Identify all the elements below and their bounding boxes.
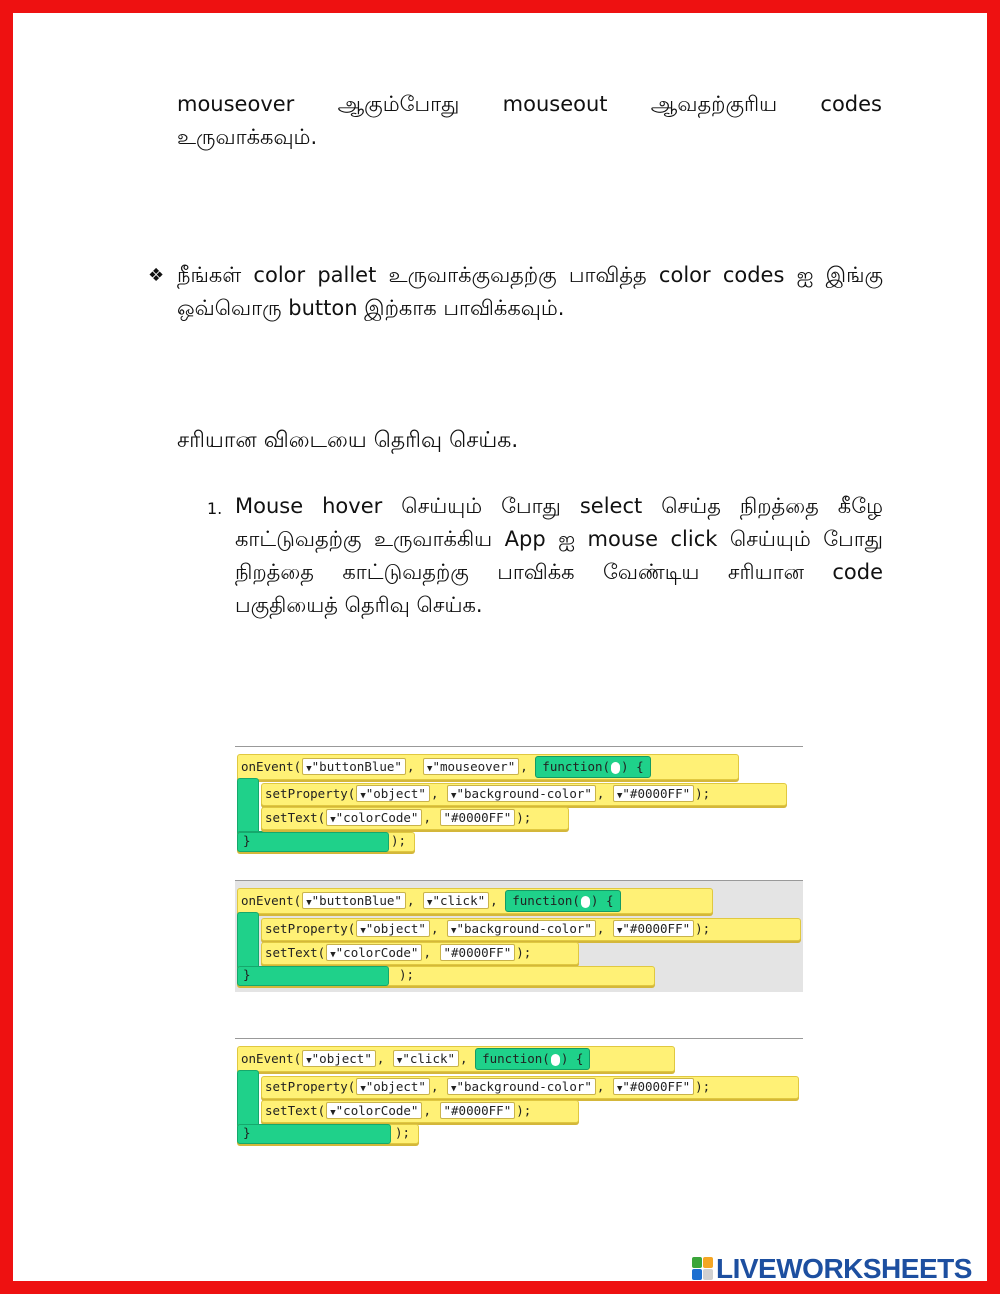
close-row: [239, 965, 427, 985]
setproperty-keyword: setProperty(: [265, 786, 356, 801]
dropdown-triangle-icon: ▼: [616, 926, 623, 936]
bullet-paragraph: [148, 259, 883, 325]
arg-value: "colorCode": [335, 1103, 419, 1118]
answer-option-3[interactable]: [235, 1038, 803, 1148]
arg-chip[interactable]: [447, 920, 596, 937]
close-brace: }: [243, 1125, 251, 1140]
function-keyword: function(: [542, 759, 611, 774]
arg-chip[interactable]: [326, 944, 422, 961]
question-1: [207, 490, 883, 622]
arg-chip[interactable]: [440, 1102, 516, 1119]
onevent-keyword: onEvent(: [241, 893, 302, 908]
dropdown-triangle-icon: ▼: [330, 950, 336, 960]
diamond-bullet-icon: ❖: [148, 265, 165, 286]
paragraph-line-1: mouseover ஆகும்போது mouseout ஆவதற்குரிய codes: [177, 92, 882, 116]
target-value: "buttonBlue": [311, 759, 402, 774]
liveworksheets-mark-icon: [692, 1257, 714, 1281]
function-keyword: function(: [482, 1051, 550, 1066]
arg-value: "object": [365, 1079, 426, 1094]
arg-chip[interactable]: [613, 785, 694, 802]
arg-chip[interactable]: [356, 920, 430, 937]
arg-value: "#0000FF": [622, 921, 691, 936]
paragraph-mouseover: [177, 88, 882, 154]
question-number: 1.: [207, 499, 223, 518]
arg-value: "#0000FF": [443, 945, 512, 960]
arg-chip[interactable]: [440, 809, 516, 826]
arg-chip[interactable]: [356, 785, 430, 802]
onevent-row: onEvent( ▼"object" , ▼"click" , function( ) {: [237, 1048, 594, 1068]
arg-value: "colorCode": [335, 810, 419, 825]
function-block: [535, 756, 650, 778]
dropdown-triangle-icon: ▼: [306, 898, 312, 908]
statement-end: );: [695, 921, 711, 936]
arg-value: "background-color": [456, 786, 592, 801]
onevent-row: onEvent( ▼"buttonBlue" , ▼"click" , function( ) {: [237, 890, 625, 910]
target-chip[interactable]: [302, 758, 406, 775]
function-block: [475, 1048, 590, 1070]
param-slot: [581, 896, 590, 908]
close-row: [239, 1123, 425, 1143]
statement-end: );: [516, 945, 532, 960]
settext-row: setText( ▼"colorCode" , "#0000FF" );: [265, 945, 532, 960]
onevent-keyword: onEvent(: [241, 1051, 302, 1066]
function-end: ) {: [590, 893, 614, 908]
arg-value: "#0000FF": [622, 1079, 691, 1094]
function-end: ) {: [560, 1051, 584, 1066]
arg-chip[interactable]: [356, 1078, 430, 1095]
arg-value: "colorCode": [335, 945, 419, 960]
image-edge: [235, 880, 803, 881]
paragraph-line-2: உருவாக்கவும்.: [177, 125, 318, 149]
event-value: "click": [402, 1051, 456, 1066]
close-brace: }: [243, 833, 251, 848]
dropdown-triangle-icon: ▼: [330, 1108, 336, 1118]
dropdown-triangle-icon: ▼: [616, 1084, 623, 1094]
dropdown-triangle-icon: ▼: [427, 764, 433, 774]
function-keyword: function(: [512, 893, 580, 908]
close-end: );: [399, 967, 415, 982]
settext-keyword: setText(: [265, 1103, 326, 1118]
settext-keyword: setText(: [265, 810, 326, 825]
logo-text: LIVEWORKSHEETS: [716, 1253, 972, 1284]
function-block: [505, 890, 620, 912]
target-chip[interactable]: [302, 892, 406, 909]
setproperty-row: setProperty( ▼"object" , ▼"background-color" , ▼"#0000FF" );: [265, 921, 711, 936]
onevent-keyword: onEvent(: [241, 759, 302, 774]
dropdown-triangle-icon: ▼: [451, 1084, 457, 1094]
arg-chip[interactable]: [613, 920, 694, 937]
event-chip[interactable]: [393, 1050, 459, 1067]
setproperty-keyword: setProperty(: [265, 921, 356, 936]
dropdown-triangle-icon: ▼: [427, 898, 433, 908]
onevent-row: onEvent( ▼"buttonBlue" , ▼"mouseover" , function( ) {: [237, 756, 655, 776]
instruction-heading: சரியான விடையை தெரிவு செய்க.: [177, 428, 519, 453]
dropdown-triangle-icon: ▼: [306, 764, 312, 774]
event-value: "click": [432, 893, 486, 908]
arg-value: "#0000FF": [622, 786, 691, 801]
event-chip[interactable]: [423, 892, 489, 909]
arg-chip[interactable]: [613, 1078, 694, 1095]
image-edge: [235, 746, 803, 747]
arg-value: "#0000FF": [443, 1103, 512, 1118]
arg-value: "background-color": [456, 921, 592, 936]
setproperty-keyword: setProperty(: [265, 1079, 356, 1094]
dropdown-triangle-icon: ▼: [306, 1056, 312, 1066]
target-value: "object": [311, 1051, 372, 1066]
settext-keyword: setText(: [265, 945, 326, 960]
dropdown-triangle-icon: ▼: [451, 791, 457, 801]
setproperty-row: setProperty( ▼"object" , ▼"background-color" , ▼"#0000FF" );: [265, 786, 711, 801]
event-chip[interactable]: [423, 758, 519, 775]
dropdown-triangle-icon: ▼: [616, 791, 623, 801]
liveworksheets-logo: [692, 1254, 972, 1284]
param-slot: [551, 1054, 560, 1066]
close-brace: }: [243, 967, 251, 982]
question-text: Mouse hover செய்யும் போது select செய்த நிறத்தை கீழே காட்டுவதற்கு உருவாக்கிய App ஐ mouse click செய்யும் போது நிறத்தை காட்டுவதற்கு பாவிக்க வேண்டிய சரியான code பகுதியைத் தெரிவு செய்க.: [235, 494, 883, 617]
dropdown-triangle-icon: ▼: [360, 1084, 366, 1094]
dropdown-triangle-icon: ▼: [396, 1056, 403, 1066]
statement-end: );: [516, 810, 532, 825]
image-edge: [235, 1038, 803, 1039]
event-value: "mouseover": [432, 759, 516, 774]
answer-option-2[interactable]: [235, 880, 803, 992]
statement-end: );: [695, 1079, 711, 1094]
arg-chip[interactable]: [326, 1102, 422, 1119]
arg-chip[interactable]: [440, 944, 516, 961]
arg-value: "background-color": [456, 1079, 592, 1094]
answer-option-1[interactable]: [235, 746, 803, 854]
dropdown-triangle-icon: ▼: [360, 791, 366, 801]
arg-chip[interactable]: [447, 785, 596, 802]
settext-row: setText( ▼"colorCode" , "#0000FF" );: [265, 810, 532, 825]
dropdown-triangle-icon: ▼: [360, 926, 366, 936]
bullet-text: நீங்கள் color pallet உருவாக்குவதற்கு பாவித்த color codes ஐ இங்கு ஒவ்வொரு button இற்காக பாவிக்கவும்.: [177, 263, 883, 320]
settext-row: setText( ▼"colorCode" , "#0000FF" );: [265, 1103, 532, 1118]
close-end: );: [391, 833, 407, 848]
statement-end: );: [516, 1103, 532, 1118]
arg-chip[interactable]: [447, 1078, 596, 1095]
close-end: );: [395, 1125, 411, 1140]
arg-value: "object": [365, 786, 426, 801]
arg-chip[interactable]: [326, 809, 422, 826]
function-end: ) {: [621, 759, 644, 774]
statement-end: );: [695, 786, 711, 801]
target-value: "buttonBlue": [311, 893, 402, 908]
arg-value: "#0000FF": [443, 810, 512, 825]
param-slot: [611, 762, 620, 774]
dropdown-triangle-icon: ▼: [451, 926, 457, 936]
target-chip[interactable]: [302, 1050, 376, 1067]
dropdown-triangle-icon: ▼: [330, 815, 336, 825]
setproperty-row: setProperty( ▼"object" , ▼"background-color" , ▼"#0000FF" );: [265, 1079, 711, 1094]
close-row: [239, 831, 419, 851]
arg-value: "object": [365, 921, 426, 936]
